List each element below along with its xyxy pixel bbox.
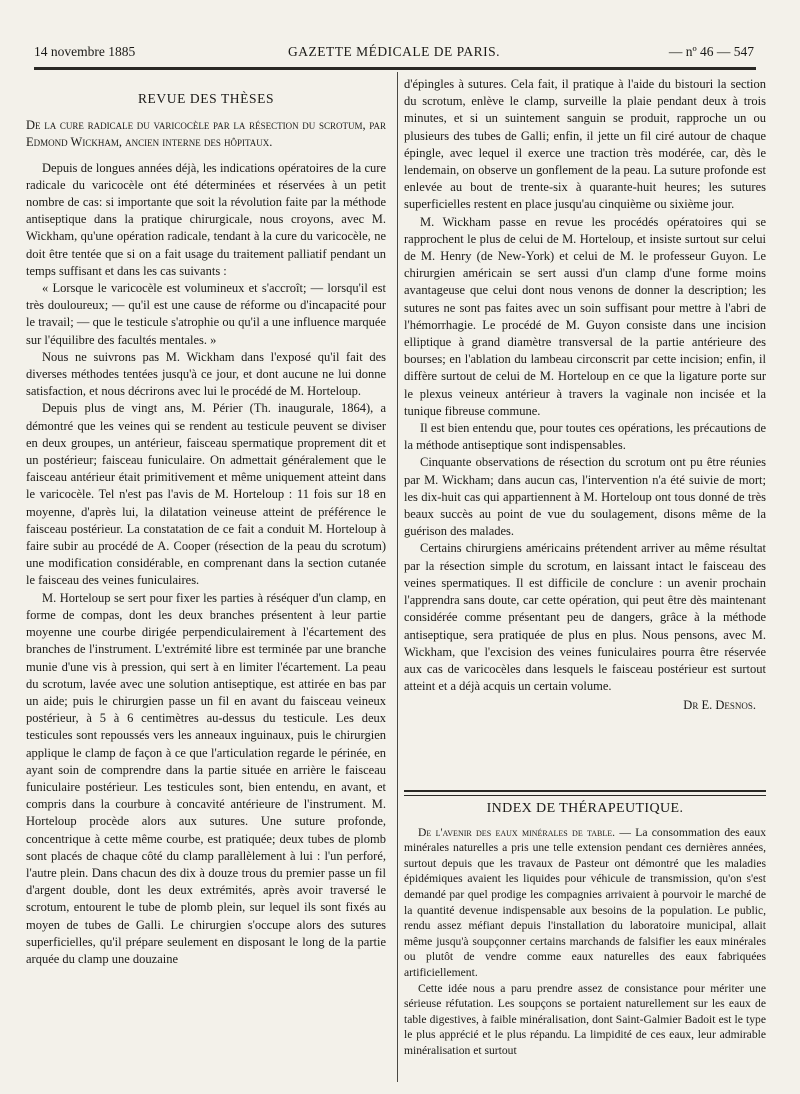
- article-paragraph: « Lorsque le varicocèle est volumineux et s'accroît; — lorsqu'il est très douloureux; — qu'il est une cause de réforme ou d'incapacité pour le travail; — que le testicule s'atrophie ou qu'il a une influence marquée sur l'équilibre des facultés mentales. »: [26, 281, 386, 347]
- journal-title: GAZETTE MÉDICALE DE PARIS.: [288, 44, 500, 59]
- column-divider: [397, 72, 398, 1082]
- section-title: REVUE DES THÈSES: [137, 91, 275, 106]
- index-text: — La consommation des eaux minérales naturelles a pris une telle extension pendant ces dernières années, surtout depuis que les travaux de Pasteur ont démontré que les maladies épidémiques avaient les liquides pour véhicule de transmission, qu'on s'est demandé par quel prodige les compagnies arrivaient à pourvoir le marché de la quantité devenue indispensable aux besoins de la population. Le public, rendu assez méfiant depuis l'installation du laboratoire municipal, allait même jusqu'à soupçonner certains marchands de falsifier les eaux minérales ou plutôt de vendre comme eaux naturelles des eaux fabriquées artificiellement.: [404, 825, 766, 979]
- issue-date: 14 novembre 1885: [34, 44, 136, 59]
- page-number: — nº 46 — 547: [668, 44, 754, 59]
- index-rule-thin: [404, 795, 766, 796]
- article-paragraph: Cinquante observations de résection du scrotum ont pu être réunies par M. Wickham; dans aucun cas, l'intervention n'a été suivie de mort; les dix-huit cas qui appartiennent à M. Horteloup ont tous donné de très beaux succès au point de vue du soulagement, disons même de la guérison des malades.: [404, 455, 766, 539]
- article-paragraph: M. Wickham passe en revue les procédés opératoires qui se rapprochent le plus de celui de M. Horteloup, et insiste surtout sur celui de M. Henry (de New-York) et celui de M. le professeur Guyon. Le chirurgien américain se sert aussi d'un clamp d'une forme moins avantageuse que celui dont nous venons de donner la description; les sutures ne sont pas faites avec un soin suffisant pour mettre à l'abri de l'hémorrhagie. Le procédé de M. Guyon consiste dans une incision elliptique à grand diamètre transversal de la partie antérieure des bourses; en l'ablation du lambeau circonscrit par cette incision; enfin, il diffère surtout de celui de M. Horteloup en ce que la ligature porte sur le plexus veineux antérieur à travers la vaginale non incisée et la tunique fibreuse commune.: [404, 214, 766, 418]
- header-rule: [34, 67, 756, 70]
- index-title: INDEX DE THÉRAPEUTIQUE.: [486, 801, 684, 816]
- left-column: [26, 76, 386, 968]
- thesis-subtitle: [26, 117, 386, 151]
- article-paragraph: Depuis de longues années déjà, les indications opératoires de la cure radicale du varicocèle ont été déterminées et réservées à un petit nombre de cas: si importante que soit la révolution faite par la méthode antiseptique dans la pratique chirurgicale, nous croyons, avec M. Wickham, qu'une opération radicale, tendant à la cure du varicocèle, ne doit être tentée que si on a fait usage du traitement palliatif pendant un temps suffisant et dans les cas suivants :: [26, 160, 386, 278]
- article-paragraph: M. Horteloup se sert pour fixer les parties à réséquer d'un clamp, en forme de compas, dont les deux branches présentent à leur partie moyenne une courbe dirigée perpendiculairement à l'écartement des branches de l'instrument. L'extrémité libre est terminée par une branche munie d'une vis à pression, qui sert à en limiter l'écartement. La peau du scrotum, lavée avec une solution antiseptique, est attirée en bas par un aide; puis le chirurgien passe un fil en avant du faisceau veineux postérieur, à 5 à 6 centimètres au-dessus du testicule. Les deux testicules sont repoussés vers les anneaux inguinaux, puis le chirurgien applique le clamp de façon à ce que l'articulation regarde le périnée, en ayant soin de comprendre dans la partie située en arrière le faisceau funiculaire postérieur. Les testicules sont, bien entendu, en avant, et compris dans la courbure à concavité antérieure de l'instrument. M. Horteloup procède alors aux sutures. Une suture profonde, concentrique à cette même courbe, est pratiquée; deux tubes de plomb sont placés de chaque côté du clamp parallèlement à lui : l'un perforé, l'autre plein. Dans chacun des dix à douze trous du premier passe un fil d'argent double, dont les deux extrémités, après avoir traversé le scrotum, entourent le tube de plomb plein, sur lequel ils sont fixés au moyen de tubes de Galli. Le chirurgien s'occupe alors des sutures superficielles, qu'il prépare seulement en disposant le long de la partie arquée du clamp une douzaine: [26, 590, 386, 966]
- page-header: [34, 40, 754, 64]
- article-paragraph: Il est bien entendu que, pour toutes ces opérations, les précautions de la méthode antiseptique sont indispensables.: [404, 421, 766, 453]
- article-paragraph: Certains chirurgiens américains prétendent arriver au même résultat par la résection simple du scrotum, en laissant intact le faisceau des veines spermatiques. Il est difficile de conclure : un avenir prochain l'apprendra sans doute, car cette opération, qui peut être dès maintenant considérée comme présentant peu de dangers, grâce à la méthode antiseptique, sera pratiquée de plus en plus. Nous pensons, avec M. Wickham, que l'excision des veines funiculaires pourra être réservée aux cas de varicocèles dans lesquels le faisceau postérieur est surtout atteint et a déjà acquis un certain volume.: [404, 541, 766, 694]
- article-paragraph: Depuis plus de vingt ans, M. Périer (Th. inaugurale, 1864), a démontré que les veines qui se rendent au testicule peuvent se diviser en deux groupes, un antérieur, faisceau spermatique proprement dit et un postérieur; faisceau funiculaire. On admettait généralement que le faisceau antérieur était primitivement et même uniquement atteint dans le varicocèle. Tel n'est pas l'avis de M. Horteloup : 11 fois sur 18 en moyenne, d'après lui, la dilatation veineuse atteint de préférence le faisceau postérieur. La constatation de ce fait a conduit M. Horteloup à faire subir au procédé de A. Cooper (résection de la peau du scrotum) une modification considérable, en comprenant dans la section cutanée le faisceau des veines funiculaires.: [26, 401, 386, 588]
- index-rule: [404, 790, 766, 792]
- index-paragraph: Cette idée nous a paru prendre assez de consistance pour mériter une sérieuse réfutation. Les soupçons se portaient naturellement sur les eaux de table digestives, à faible minéralisation, dont Saint-Galmier Badoit est le type le plus apprécié et le plus répandu. La limpidité de ces eaux, leur admirable minéralisation et surtout: [404, 981, 766, 1057]
- thesis-subtitle-text: De la cure radicale du varicocèle par la résection du scrotum, par Edmond Wickham, ancien interne des hôpitaux.: [26, 118, 386, 150]
- therapeutics-index: [404, 801, 766, 1059]
- index-lead: De l'avenir des eaux minérales de table.: [418, 825, 616, 839]
- article-paragraph: Nous ne suivrons pas M. Wickham dans l'exposé qu'il fait des diverses méthodes tentées jusqu'à ce jour, et dont aucune ne lui donne satisfaction, et nous décrirons avec lui le procédé de M. Horteloup.: [26, 349, 386, 399]
- article-paragraph: d'épingles à sutures. Cela fait, il pratique à l'aide du bistouri la section du scrotum, enlève le clamp, surveille la plaie pendant deux à trois minutes, et si un suintement sanguin se produit, rapproche un ou plusieurs des tubes de Galli; enfin, il jette un fil ciré autour de chaque épingle, avec lequel il exerce une traction très modérée, car, dès le lendemain, on observe un gonflement de la peau. La suture profonde est enlevée au bout de trente-six à quarante-huit heures; les sutures superficielles restent en place jusqu'au cinquième ou sixième jour.: [404, 77, 766, 212]
- author-signature: Dr E. Desnos.: [683, 698, 756, 713]
- right-column: [404, 76, 766, 715]
- index-paragraph: [404, 825, 766, 981]
